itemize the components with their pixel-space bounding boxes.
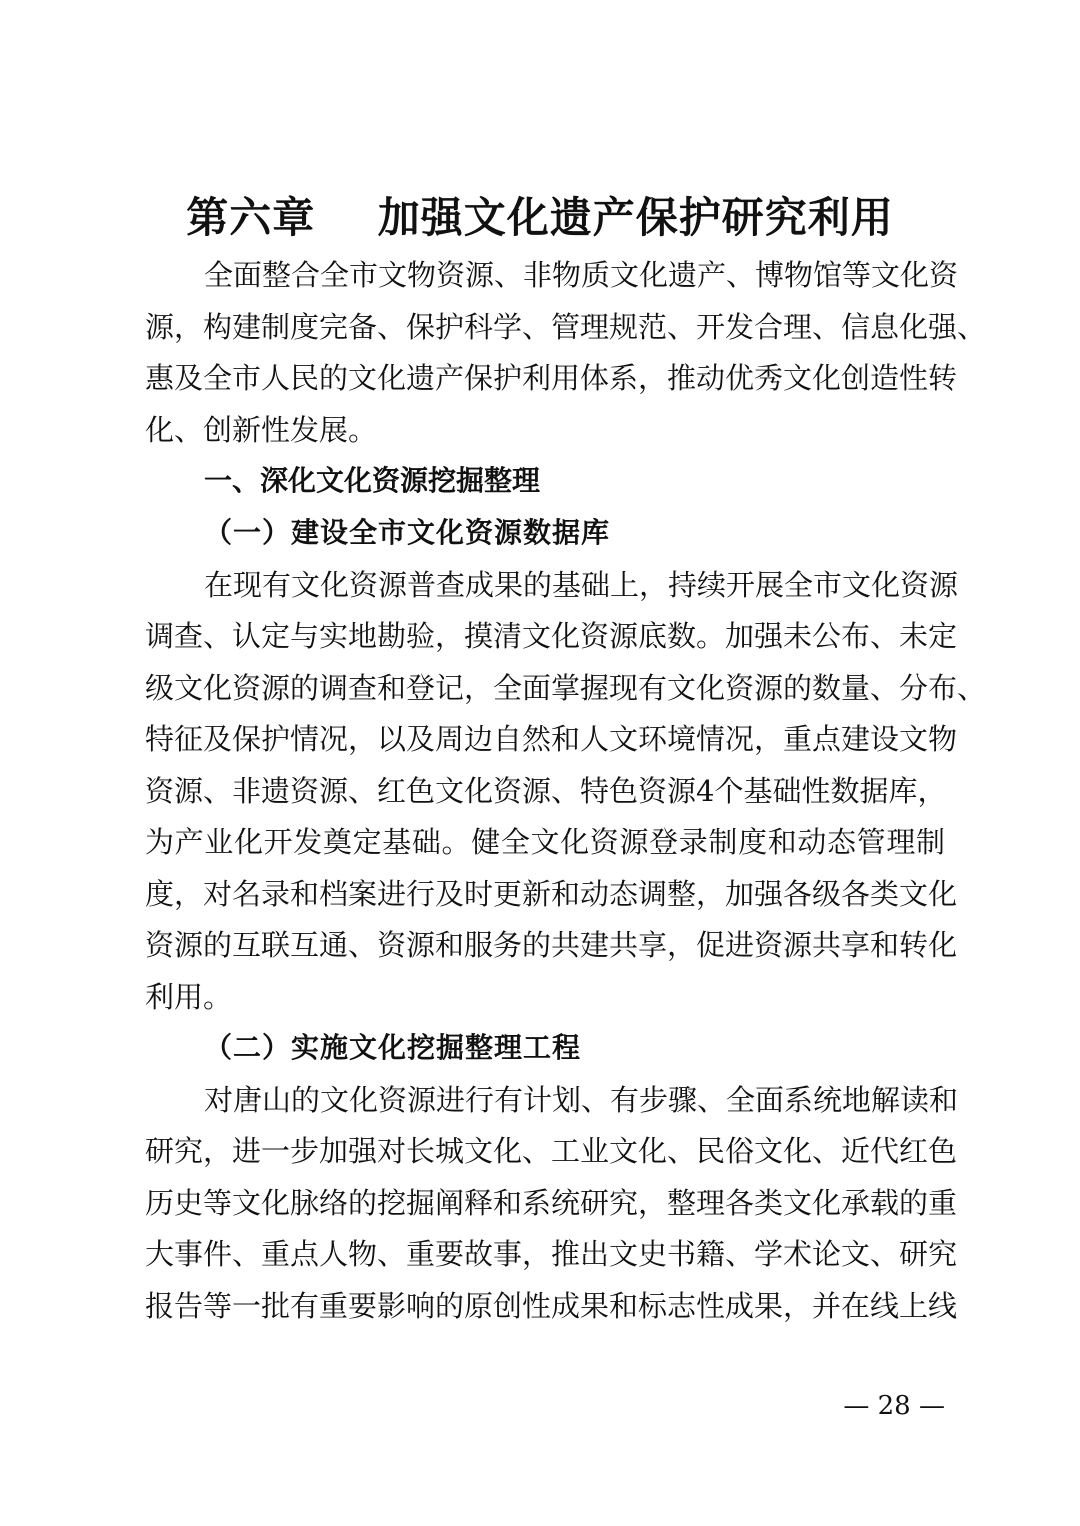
paragraph-line: 大事件、重点人物、重要故事，推出文史书籍、学术论文、研究 (145, 1237, 958, 1271)
paragraph-line: 源，构建制度完备、保护科学、管理规范、开发合理、信息化强、 (145, 310, 987, 344)
paragraph-line: 度，对名录和档案进行及时更新和动态调整，加强各级各类文化 (145, 877, 958, 911)
paragraph-line: 资源的互联互通、资源和服务的共建共享，促进资源共享和转化 (145, 928, 958, 962)
paragraph-line: 化、创新性发展。 (145, 413, 378, 447)
paragraph-line: 资源、非遗资源、红色文化资源、特色资源4个基础性数据库， (145, 774, 947, 808)
paragraph-line: 研究，进一步加强对长城文化、工业文化、民俗文化、近代红色 (145, 1134, 958, 1168)
paragraph-line: 级文化资源的调查和登记，全面掌握现有文化资源的数量、分布、 (145, 671, 987, 705)
paragraph-line: 报告等一批有重要影响的原创性成果和标志性成果，并在线上线 (145, 1289, 958, 1323)
page-number: — 28 — (843, 1391, 945, 1421)
chapter-title: 第六章 加强文化遗产保护研究利用 (186, 193, 894, 242)
paragraph-line: 利用。 (145, 980, 233, 1014)
paragraph-line: 全面整合全市文物资源、非物质文化遗产、博物馆等文化资 (204, 258, 959, 292)
paragraph-line: 在现有文化资源普查成果的基础上，持续开展全市文化资源 (204, 568, 959, 602)
paragraph-line: 对唐山的文化资源进行有计划、有步骤、全面系统地解读和 (204, 1083, 959, 1117)
paragraph-line: 历史等文化脉络的挖掘阐释和系统研究，整理各类文化承载的重 (145, 1186, 958, 1220)
section-heading: 一、深化文化资源挖掘整理 (204, 464, 541, 497)
paragraph-line: 特征及保护情况，以及周边自然和人文环境情况，重点建设文物 (145, 722, 958, 756)
paragraph-line: 为产业化开发奠定基础。健全文化资源登录制度和动态管理制 (145, 825, 945, 859)
paragraph-line: 惠及全市人民的文化遗产保护利用体系，推动优秀文化创造性转 (145, 361, 958, 395)
subsection-heading: （二）实施文化挖掘整理工程 (204, 1031, 582, 1064)
subsection-heading: （一）建设全市文化资源数据库 (204, 516, 611, 549)
paragraph-line: 调查、认定与实地勘验，摸清文化资源底数。加强未公布、未定 (145, 619, 958, 653)
